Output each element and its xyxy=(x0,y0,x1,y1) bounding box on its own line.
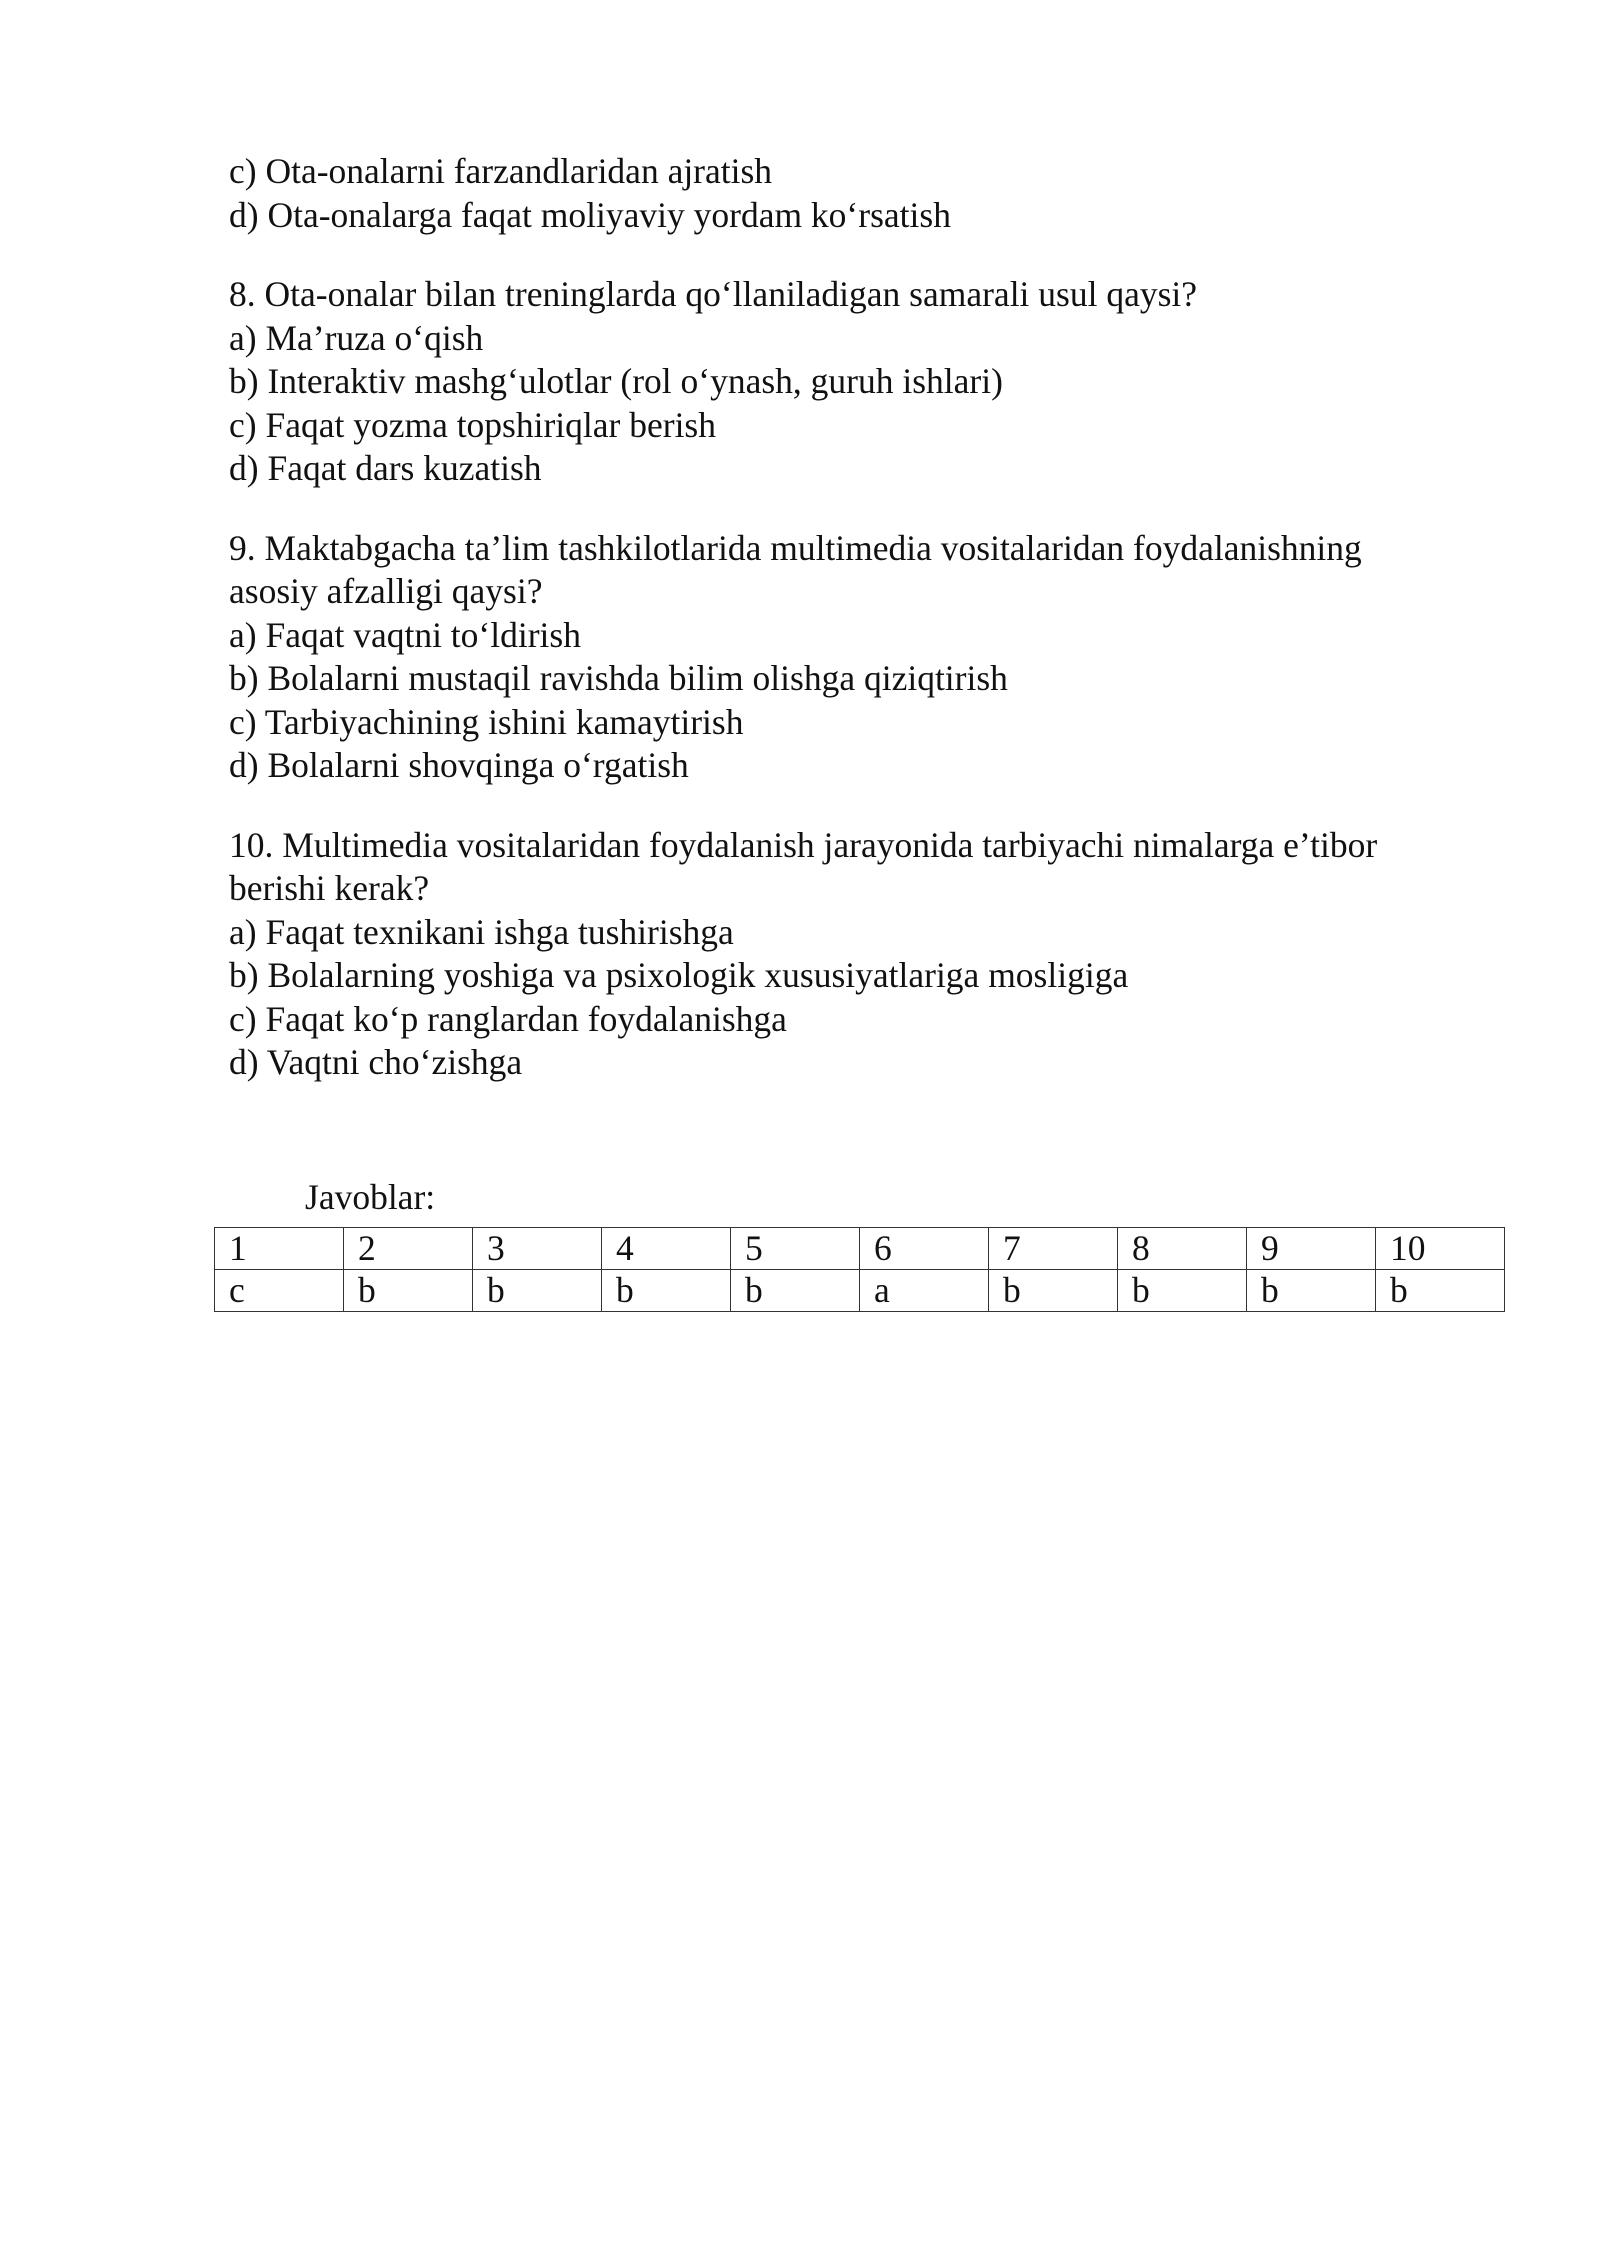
question-text: 10. Multimedia vositalaridan foydalanish jarayonida tarbiyachi nimalarga e’tibor xyxy=(229,824,1378,865)
option-line: a) Faqat texnikani ishga tushirishga xyxy=(229,911,734,952)
answer-number-cell: 5 xyxy=(731,1228,860,1270)
question-text: 8. Ota-onalar bilan treninglarda qo‘llaniladigan samarali usul qaysi? xyxy=(229,274,1198,314)
answer-letter-cell: b xyxy=(731,1270,860,1312)
answer-letter-cell: b xyxy=(473,1270,602,1312)
question-text: 9. Maktabgacha ta’lim tashkilotlarida multimedia vositalaridan foydalanishning xyxy=(229,527,1362,568)
option-line: c) Ota-onalarni farzandlaridan ajratish xyxy=(229,151,773,191)
option-line: d) Faqat dars kuzatish xyxy=(229,448,542,488)
question-10 xyxy=(229,824,1489,1085)
answers-number-row xyxy=(215,1228,1505,1270)
answer-number-cell: 6 xyxy=(860,1228,989,1270)
answer-letter-cell: b xyxy=(1376,1270,1505,1312)
answer-number-cell: 2 xyxy=(344,1228,473,1270)
question-7-remaining-options xyxy=(229,150,1489,237)
option-line: b) Bolalarning yoshiga va psixologik xususiyatlariga mosligiga xyxy=(229,955,1129,995)
option-line: b) Interaktiv mashg‘ulotlar (rol o‘ynash, guruh ishlari) xyxy=(229,361,1003,401)
answer-letter-cell: c xyxy=(215,1270,344,1312)
answer-number-cell: 4 xyxy=(602,1228,731,1270)
answer-number-cell: 3 xyxy=(473,1228,602,1270)
answer-letter-cell: b xyxy=(1247,1270,1376,1312)
answer-number-cell: 1 xyxy=(215,1228,344,1270)
answer-letter-cell: b xyxy=(602,1270,731,1312)
question-text: asosiy afzalligi qaysi? xyxy=(229,571,543,611)
question-9 xyxy=(229,527,1489,788)
answer-number-cell: 9 xyxy=(1247,1228,1376,1270)
option-line: d) Ota-onalarga faqat moliyaviy yordam ko‘rsatish xyxy=(229,194,951,235)
option-line: c) Faqat ko‘p ranglardan foydalanishga xyxy=(229,998,787,1039)
question-text: berishi kerak? xyxy=(229,868,430,908)
document-body xyxy=(229,150,1489,1085)
answer-letter-cell: b xyxy=(989,1270,1118,1312)
option-line: c) Tarbiyachining ishini kamaytirish xyxy=(229,701,744,742)
answer-letter-cell: b xyxy=(1118,1270,1247,1312)
answer-number-cell: 7 xyxy=(989,1228,1118,1270)
answers-letter-row xyxy=(215,1270,1505,1312)
option-line: b) Bolalarni mustaqil ravishda bilim olishga qiziqtirish xyxy=(229,658,1008,698)
answers-title: Javoblar: xyxy=(305,1177,436,1217)
answers-table xyxy=(214,1227,1505,1312)
answer-letter-cell: b xyxy=(344,1270,473,1312)
option-line: d) Vaqtni cho‘zishga xyxy=(229,1042,523,1082)
option-line: a) Ma’ruza o‘qish xyxy=(229,317,484,358)
option-line: c) Faqat yozma topshiriqlar berish xyxy=(229,404,716,445)
answer-number-cell: 8 xyxy=(1118,1228,1247,1270)
answer-letter-cell: a xyxy=(860,1270,989,1312)
question-8 xyxy=(229,273,1489,491)
answer-number-cell: 10 xyxy=(1376,1228,1505,1270)
option-line: d) Bolalarni shovqinga o‘rgatish xyxy=(229,745,689,785)
option-line: a) Faqat vaqtni to‘ldirish xyxy=(229,614,581,655)
